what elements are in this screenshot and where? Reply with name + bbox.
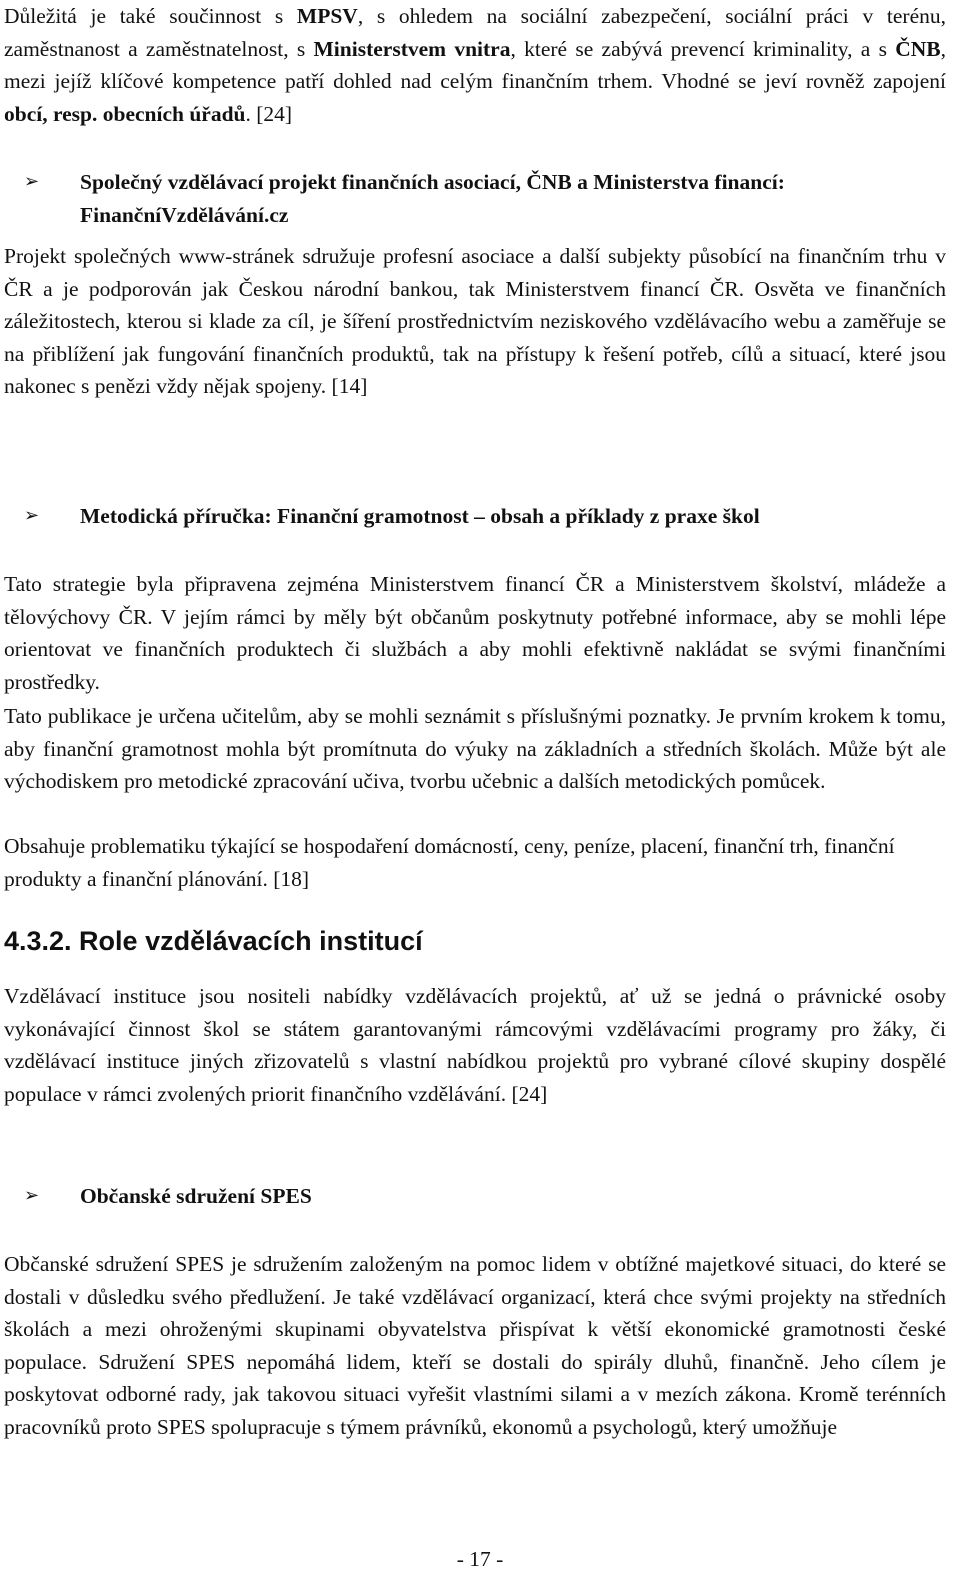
arrow-bullet-icon: ➢ [24,171,40,192]
text-run: Důležitá je také součinnost s [4,4,297,28]
text-run: , mezi jejíž klíčové kompetence patří dohled nad celým finančním trhem. Vhodné se jeví rovněž zapojení [4,36,946,93]
bold-run: MPSV [296,4,358,28]
bold-run: ČNB [895,36,941,61]
bullet-heading-text: Občanské sdružení SPES [80,1184,312,1208]
section-heading: 4.3.2. Role vzdělávacích institucí [4,926,423,956]
paragraph-publication: Tato publikace je určena učitelům, aby se mohli seznámit s příslušnými poznatky. Je prvním krokem k tomu, aby finanční gramotnost mohla být promítnuta do výuky na základních a středních školách. Může být ale východiskem pro metodické zpracování učiva, tvorbu učebnic a dalších metodických pomůcek. [4,704,946,793]
bullet-heading-financni-vzdelavani [24,166,946,231]
paragraph-project: Projekt společných www-stránek sdružuje profesní asociace a další subjekty působící na finančním trhu v ČR a je podporován jak Českou národní bankou, tak Ministerstvem financí ČR. Osvěta ve finančních záležitostech, kterou si klade za cíl, je šíření prostřednictvím neziskového vzdělávacího webu a zaměřuje se na přiblížení jak fungování finančních produktů, tak na přístupy k řešení potřeb, cílů a situací, které jsou nakonec s penězi vždy nějak spojeny. [14] [4,244,946,398]
paragraph-strategy: Tato strategie byla připravena zejména Ministerstvem financí ČR a Ministerstvem školství, mládeže a tělovýchovy ČR. V jejím rámci by měly být občanům poskytnuty potřebné informace, aby se mohli lépe orientovat ve finančních produktech či službách a aby mohli efektivně nakládat se svými finančními prostředky. [4,572,946,694]
page-number: - 17 - [456,1547,504,1571]
bullet-heading-text: Metodická příručka: Finanční gramotnost – obsah a příklady z praxe škol [80,504,760,528]
arrow-bullet-icon: ➢ [24,1185,40,1206]
bullet-heading-spes [24,1180,946,1213]
bold-run: obcí, resp. obecních úřadů [4,101,246,126]
bullet-heading-text: Společný vzdělávací projekt finančních asociací, ČNB a Ministerstva financí: FinančníVzdělávání.cz [80,170,785,227]
paragraph-institutions: Vzdělávací instituce jsou nositeli nabídky vzdělávacích projektů, ať už se jedná o právnické osoby vykonávající činnost škol se státem garantovanými rámcovými vzdělávacími programy pro žáky, či vzdělávací instituce jiných zřizovatelů s vlastní nabídkou projektů pro vybrané cílové skupiny dospělé populace v rámci zvolených priorit finančního vzdělávání. [24] [4,984,946,1106]
paragraph-spes: Občanské sdružení SPES je sdružením založeným na pomoc lidem v obtížné majetkové situaci, do které se dostali v důsledku svého předlužení. Je také vzdělávací organizací, která chce svými projekty na středních školách a mezi ohroženými skupinami obyvatelstva přispívat k větší ekonomické gramotnosti české populace. Sdružení SPES nepomáhá lidem, kteří se dostali do spirály dluhů, finančně. Jeho cílem je poskytovat odborné rady, jak takovou situaci vyřešit vlastními silami a v mezích zákona. Kromě terénních pracovníků proto SPES spolupracuje s týmem právníků, ekonomů a psychologů, který umožňuje [4,1252,946,1439]
text-run: . [24] [245,101,293,126]
bold-run: Ministerstvem vnitra [313,36,511,61]
bullet-heading-metodicka-prirucka [24,500,946,533]
paragraph-contents: Obsahuje problematiku týkající se hospodaření domácností, ceny, peníze, placení, finanční trh, finanční produkty a finanční plánování. [18] [4,834,895,891]
arrow-bullet-icon: ➢ [24,505,40,526]
paragraph-cooperation [4,0,946,130]
text-run: , které se zabývá prevencí kriminality, a s [510,36,896,61]
text-run: , s ohledem na sociální zabezpečení, sociální práci v terénu, zaměstnanost a zaměstnatelnost, s [4,4,946,61]
